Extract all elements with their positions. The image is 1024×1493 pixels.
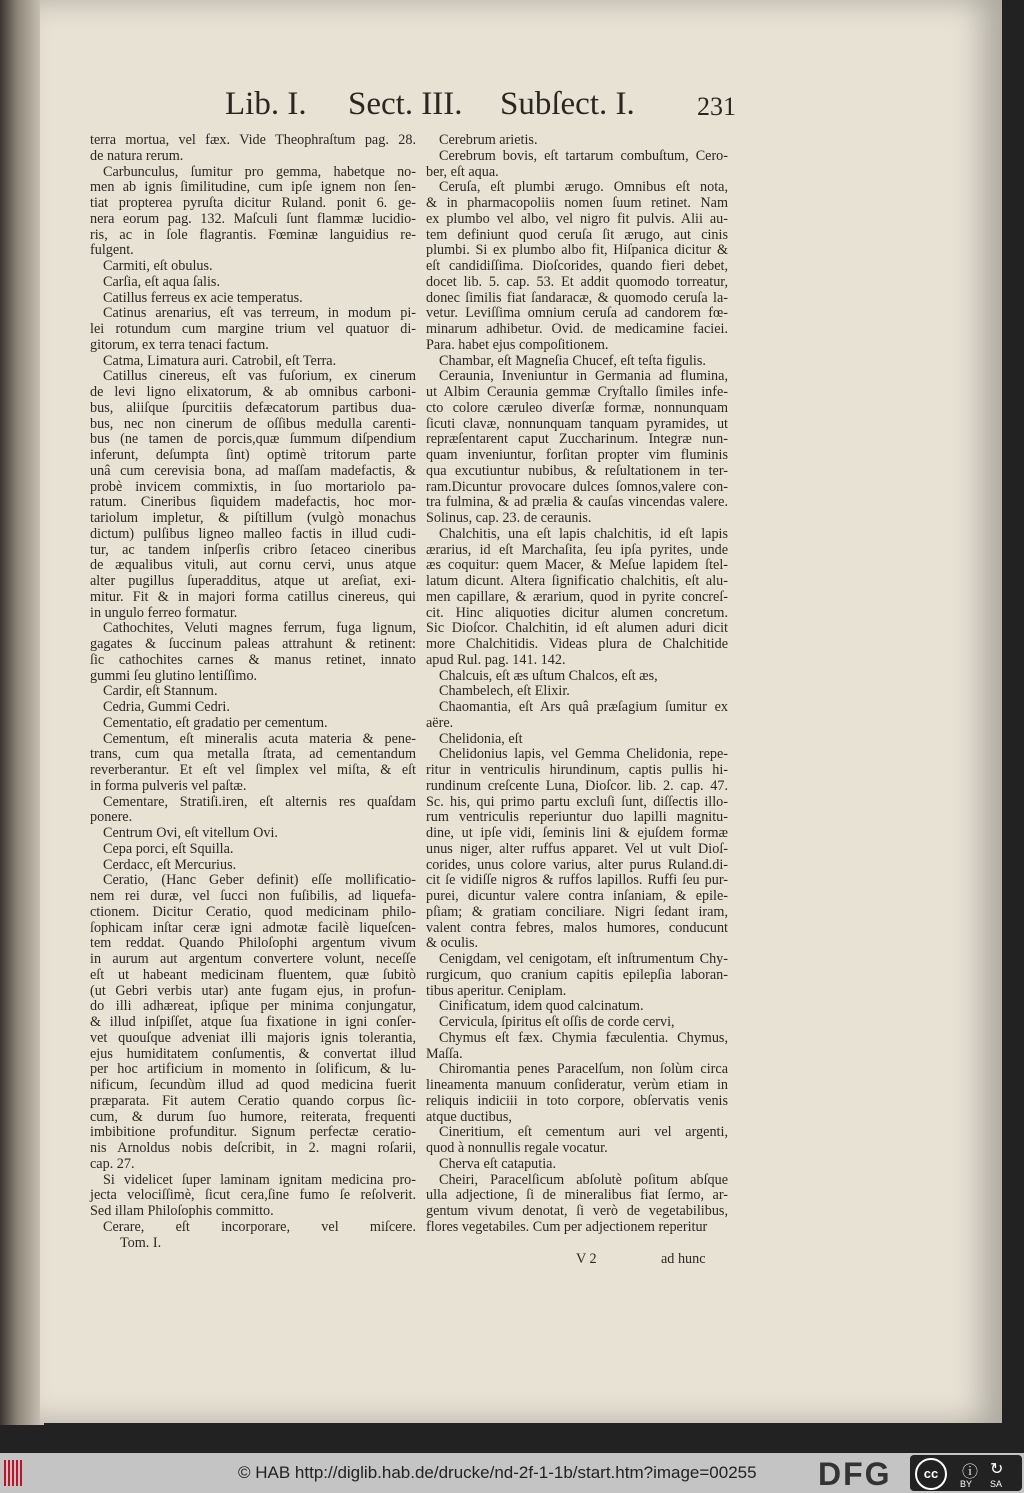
text-line: ſic cathochites carnes & manus retinet, innato — [90, 651, 416, 668]
text-line: minarum adhibetur. Ovid. de medicamine faciei. — [426, 321, 728, 337]
text-line: Sed illam Philoſophis committo. — [90, 1203, 274, 1219]
left-column — [90, 133, 416, 1251]
hab-logo-icon — [4, 1460, 24, 1486]
text-line: Cerebrum arietis. — [439, 132, 538, 148]
text-line: de natura rerum. — [90, 147, 184, 164]
text-line: per hoc artificium in momento in ſolificum, & lu- — [90, 1061, 416, 1078]
header-sect: Sect. III. — [348, 86, 463, 122]
text-line: donec ſimilis fiat ſandaracæ, & quomodo ceruſa la- — [426, 289, 728, 306]
dfg-logo: DFG — [818, 1456, 892, 1492]
text-line: ponere. — [90, 809, 133, 826]
by-label: BY — [960, 1479, 973, 1489]
text-line: dictum) pulſibus ligneo malleo factis in illud cudi- — [90, 525, 416, 542]
catchword: ad hunc — [661, 1251, 706, 1267]
text-line: alter pugillus ſuperadditus, atque ut areſiat, exi- — [90, 573, 416, 589]
footer-bar — [0, 1453, 1024, 1493]
text-line: rundinum creſcente Luna, Dioſcor. lib. 2. cap. 47. — [426, 777, 728, 794]
text-line: ris, ac in ſole flagrantis. Fœminæ languidius re- — [90, 226, 416, 243]
text-line: quam inveniuntur, forſitan propter vim fluminis — [426, 447, 728, 463]
text-line: Catillus cinereus, eſt vas fuſorium, ex cinerum — [103, 368, 416, 385]
text-line: Cepa porci, eſt Squilla. — [103, 840, 234, 857]
text-line: ejus humiditatem conſumentis, & convertat illud — [90, 1045, 416, 1062]
text-line: lei rotundum cum margine trium vel quatuor di- — [90, 321, 416, 337]
cc-icon: cc — [915, 1458, 947, 1490]
by-person-icon: ⓘ — [962, 1464, 979, 1481]
text-line: in aurum aut argentum convertere volunt, neceſſe — [90, 951, 416, 967]
text-line: dine, ut ipſe vidi, ſeminis lini & ejuſdem formæ — [426, 825, 728, 841]
text-line: Solinus, cap. 23. de ceraunis. — [426, 510, 592, 526]
text-line: ſophicam inſtar ceræ igni admotæ facilè liqueſcen- — [90, 919, 416, 936]
text-line: Chaomantia, eſt Ars quâ præſagium ſumitur ex — [439, 699, 728, 715]
text-line: flores vegetabiles. Cum per adjectionem reperitur — [426, 1218, 708, 1235]
text-line: atque ductibus, — [426, 1108, 512, 1125]
text-line: tem reddat. Quando Philoſophi argentum vivum — [90, 935, 416, 952]
text-line: Si videlicet ſuper laminam ignitam medicina pro- — [103, 1171, 416, 1188]
text-line: quod à nonnullis regale vocatur. — [426, 1140, 608, 1156]
text-line: Chalcuis, eſt æs uſtum Chalcos, eſt æs, — [439, 667, 658, 684]
text-line: more Chalchitidis. Videas plura de Chalchitide — [426, 636, 728, 652]
header-lib: Lib. I. — [225, 86, 307, 122]
text-line: Tom. I. — [120, 1234, 162, 1251]
text-line: inferunt, deſumpta ſint) optimè tritorum parte — [90, 447, 416, 463]
text-line: aëre. — [426, 714, 454, 731]
text-line: Centrum Ovi, eſt vitellum Ovi. — [103, 825, 278, 841]
text-line: Chelidonia, eſt — [439, 730, 523, 747]
text-line: (ut Gebri verbis utar) ante fugam ejus, in profun- — [90, 982, 416, 999]
text-line: cit ſe vidiſſe nigros & ruffos lapillos. Ruffi ſeu pur- — [426, 872, 728, 889]
text-line: Chiromantia penes Paracelſum, non ſolùm circa — [439, 1061, 728, 1078]
text-line: & in pharmacopoliis nomen ſuum retinet. Nam — [426, 195, 728, 211]
text-line: men ab ignis ſimilitudine, cum ipſe ignem non ſen- — [90, 179, 416, 196]
text-line: in forma pulveris vel paſtæ. — [90, 777, 247, 794]
text-line: ex plumbo vel albo, vel nigro fit pulvis. Alii au- — [426, 210, 728, 227]
text-line: Catinus arenarius, eſt vas terreum, in modum pi- — [103, 305, 416, 322]
text-line: cit. Hinc aliquoties dicitur alumen concretum. — [426, 604, 728, 621]
text-line: Chambelech, eſt Elixir. — [439, 683, 570, 700]
text-line: men capillare, & ærarium, quod in pyrite concreſ- — [426, 588, 728, 605]
book-edge — [0, 0, 44, 1425]
text-line: Chalchitis, una eſt lapis chalchitis, id eſt lapis — [439, 525, 728, 542]
text-line: nera eorum pag. 132. Maſculi ſunt flammæ lucidio- — [90, 210, 416, 227]
text-line: & illud inſpiſſet, atque ſua fixatione in igni conſer- — [90, 1014, 416, 1030]
header-subsect: Subſect. I. — [500, 86, 635, 122]
text-line: nem rei duræ, vel ſucci non fuſibilis, ad liquefa- — [90, 888, 416, 904]
text-line: gitorum, ex terra tenaci factum. — [90, 336, 269, 353]
text-line: Cementum, eſt mineralis acuta materia & pene- — [103, 730, 416, 747]
text-line: ritur in ventriculis hirundinum, captis pullis hi- — [426, 762, 728, 778]
text-line: Cinificatum, idem quod calcinatum. — [439, 998, 644, 1015]
text-line: tiat propterea pyruſta dicitur Ruland. ponit 6. ge- — [90, 195, 416, 211]
text-line: Cineritium, eſt cementum auri vel argenti, — [439, 1124, 728, 1141]
text-line: corides, unus colore varius, alter purus Ruland.di- — [426, 856, 728, 873]
text-line: bus, nec non cinerum de oſſibus medulla carenti- — [90, 415, 416, 432]
text-line: nificum, ſecundùm illud ad quod medicina fuerit — [90, 1077, 416, 1093]
text-line: Cerebrum bovis, eſt tartarum combuſtum, Cero- — [439, 147, 728, 164]
text-line: Cerare, eſt incorporare, vel miſcere. — [103, 1218, 416, 1235]
text-line: cto colore cæruleo diverſæ formæ, nonnunquam — [426, 399, 728, 416]
sa-label: SA — [990, 1479, 1003, 1489]
text-line: plumbi. Si ex plumbo albo fit, Hiſpanica dicitur & — [426, 242, 728, 259]
text-line: ſicuti clavæ, nonnunquam tanquam pyramides, ut — [426, 415, 728, 432]
text-line: de æqualibus vituli, aut cornu cervi, unus atque — [90, 557, 416, 574]
text-line: ber, eſt aqua. — [426, 163, 499, 180]
text-line: bus, aliiſque ſpurcitiis defæcatorum partibus dua- — [90, 399, 416, 416]
text-line: latum dicunt. Altera ſignificatio chalchitis, eſt alu- — [426, 573, 728, 589]
text-line: bus (ne tamen de porcis,quæ ſummum diſpendium — [90, 431, 416, 448]
text-line: Carbunculus, ſumitur pro gemma, habetque no- — [103, 163, 416, 180]
text-line: reliquis indiciii in toto corpore, obſervatis venis — [426, 1092, 728, 1109]
text-line: Catillus ferreus ex acie temperatus. — [103, 289, 303, 306]
text-line: jecta velociſſimè, ſicut cera,ſine fumo ſe reſolverit. — [90, 1187, 416, 1204]
text-line: probè invicem commixtis, in ſuo mortariolo pa- — [90, 478, 416, 495]
text-line: repræſentarent caput Zuccharinum. Integræ nun- — [426, 431, 728, 448]
text-line: præparata. Fit autem Ceratio quando corpus ſic- — [90, 1092, 416, 1109]
text-line: Cheiri, Paracelſicum abſolutè poſitum abſque — [439, 1171, 728, 1188]
text-line: Cardir, eſt Stannum. — [103, 683, 218, 700]
text-line: Carmiti, eſt obulus. — [103, 258, 213, 274]
text-line: valent contra febres, malos humores, conducunt — [426, 919, 728, 936]
text-line: Ceruſa, eſt plumbi ærugo. Omnibus eſt nota, — [439, 179, 728, 196]
text-line: unâ cum cerevisia bona, ad maſſam madefactis, & — [90, 462, 416, 479]
text-line: fulgent. — [90, 242, 134, 259]
text-line: apud Rul. pag. 141. 142. — [426, 651, 566, 668]
text-line: gentum vivum denotat, ſi verò de vegetabilibus, — [426, 1203, 728, 1219]
text-line: vet quouſque adveniat illi majoris ignis tolerantia, — [90, 1029, 416, 1046]
text-line: mitur. Fit & in majori forma catillus cinereus, qui — [90, 588, 416, 605]
text-line: Maſſa. — [426, 1045, 463, 1062]
text-line: eſt ut habeant medicinam fluentem, quæ ſubitò — [90, 966, 416, 983]
text-line: pſiam; & gratiam conciliare. Nigri ſedant iram, — [426, 903, 728, 920]
text-line: reverberantur. Et eſt vel ſimplex vel miſta, & eſt — [90, 762, 416, 778]
text-line: docet lib. 5. cap. 53. Et addit quomodo torreatur, — [426, 273, 728, 290]
text-line: Chymus eſt fæx. Chymia fæculentia. Chymus, — [439, 1029, 728, 1046]
text-line: Chambar, eſt Magneſia Chucef, eſt teſta figulis. — [439, 352, 706, 369]
text-line: Cedria, Gummi Cedri. — [103, 699, 230, 715]
text-line: Sc. his, qui primo partu excluſi ſunt, diſſectis illo- — [426, 793, 728, 810]
text-line: Cerdacc, eſt Mercurius. — [103, 856, 237, 873]
text-line: ulla adjectione, ſi de mineralibus fiat ſermo, ar- — [426, 1187, 728, 1204]
text-line: Ceratio, (Hanc Geber definit) eſſe mollificatio- — [103, 872, 416, 889]
text-line: gagates & ſuccinum paleas attrahunt & retinent: — [90, 636, 416, 652]
text-line: ut Albim Ceraunia gemmæ Cryſtallo ſimiles infe- — [426, 384, 728, 400]
page-number: 231 — [697, 92, 736, 121]
text-line: & oculis. — [426, 935, 479, 952]
text-line: Catma, Limatura auri. Catrobil, eſt Terra. — [103, 352, 337, 369]
text-line: vetur. Leviſſima omnium ceruſa ad candorem fœ- — [426, 305, 728, 322]
text-line: lineamenta manuum conſideratur, verùm etiam in — [426, 1077, 728, 1093]
text-line: Carſia, eſt aqua ſalis. — [103, 273, 221, 290]
cc-license-badge[interactable] — [910, 1455, 1022, 1491]
text-line: tibus aperitur. Ceniplam. — [426, 982, 567, 999]
text-line: rum ventriculis reperiuntur duo lapilli magnitu- — [426, 809, 728, 826]
text-line: in ungulo ferreo formatur. — [90, 604, 238, 621]
text-line: de levi ligno elixatorum, & ab omnibus carboni- — [90, 384, 416, 400]
text-line: Cherva eſt cataputia. — [439, 1155, 556, 1172]
text-line: ram.Dicuntur provocare dulces ſomnos,valere con- — [426, 478, 728, 495]
text-line: trans, cum qua metalla ſtrata, ad cementandum — [90, 746, 416, 763]
text-line: ærarius, id eſt Marchaſita, ſeu ipſa pyrites, unde — [426, 541, 728, 558]
text-line: rurgicum, quo cranium capitis epilepſia laboran- — [426, 966, 728, 983]
text-line: Cementatio, eſt gradatio per cementum. — [103, 714, 328, 731]
text-line: ctionem. Dicitur Ceratio, quod medicinam philo- — [90, 903, 416, 920]
text-line: tariolum impletur, & piſtillum (vulgò monachus — [90, 510, 416, 526]
text-line: qua excutiuntur nubibus, & reſultationem in ter- — [426, 462, 728, 479]
sa-icon: ↻ — [990, 1461, 1004, 1478]
text-line: Cervicula, ſpiritus eſt oſſis de corde cervi, — [439, 1014, 675, 1030]
text-line: cap. 27. — [90, 1155, 135, 1172]
text-line: tur, ac tandem inſperſis cribro ſetaceo cineribus — [90, 541, 416, 558]
text-line: Cenigdam, vel cenigotam, eſt inſtrumentum Chy- — [439, 951, 728, 967]
text-line: purei, dicuntur valere contra inſaniam, & epile- — [426, 888, 728, 904]
text-line: imbibitione profunditur. Signum perfectæ ceratio- — [90, 1124, 416, 1141]
text-line: æs coquitur: quem Macer, & Meſue lapidem ſtel- — [426, 557, 728, 574]
text-line: eſt candidiſſima. Dioſcorides, quando fieri debet, — [426, 258, 728, 274]
text-line: Ceraunia, Inveniuntur in Germania ad flumina, — [439, 368, 728, 385]
text-line: gummi ſeu glutino lentiſſimo. — [90, 667, 258, 684]
text-line: ratum. Cineribus ſiquidem madefactis, hoc mor- — [90, 494, 416, 511]
text-line: Chelidonius lapis, vel Gemma Chelidonia, repe- — [439, 746, 728, 763]
text-line: do illi adhæreat, ipſique per minima conjungatur, — [90, 998, 416, 1015]
text-line: cum, & durum ſuo humore, reiterata, frequenti — [90, 1108, 416, 1125]
right-column — [426, 133, 728, 1236]
text-line: Sic Dioſcor. Chalchitin, id eſt alumen aduri dicit — [426, 620, 728, 637]
text-line: nis Arnoldus nobis deſcribit, in 2. magni roſarii, — [90, 1140, 416, 1156]
text-line: unus niger, alter ruffus apparet. Vel ut vult Dioſ- — [426, 840, 728, 857]
text-line: tra fulmina, & ad prælia & cauſas vincendas valere. — [426, 494, 728, 511]
text-line: Para. habet ejus compoſitionem. — [426, 336, 609, 353]
text-line: Cathochites, Veluti magnes ferrum, fuga lignum, — [103, 620, 416, 637]
signature-mark: V 2 — [576, 1251, 597, 1267]
text-line: tem definiunt quod ceruſa ſit ærugo, aut cinis — [426, 226, 728, 243]
text-line: Cementare, Stratiſi.iren, eſt alternis res quaſdam — [103, 793, 416, 810]
text-line: terra mortua, vel fæx. Vide Theophraſtum pag. 28. — [90, 132, 416, 148]
copyright-link[interactable]: © HAB http://diglib.hab.de/drucke/nd-2f-1-1b/start.htm?image=00255 — [238, 1463, 757, 1482]
